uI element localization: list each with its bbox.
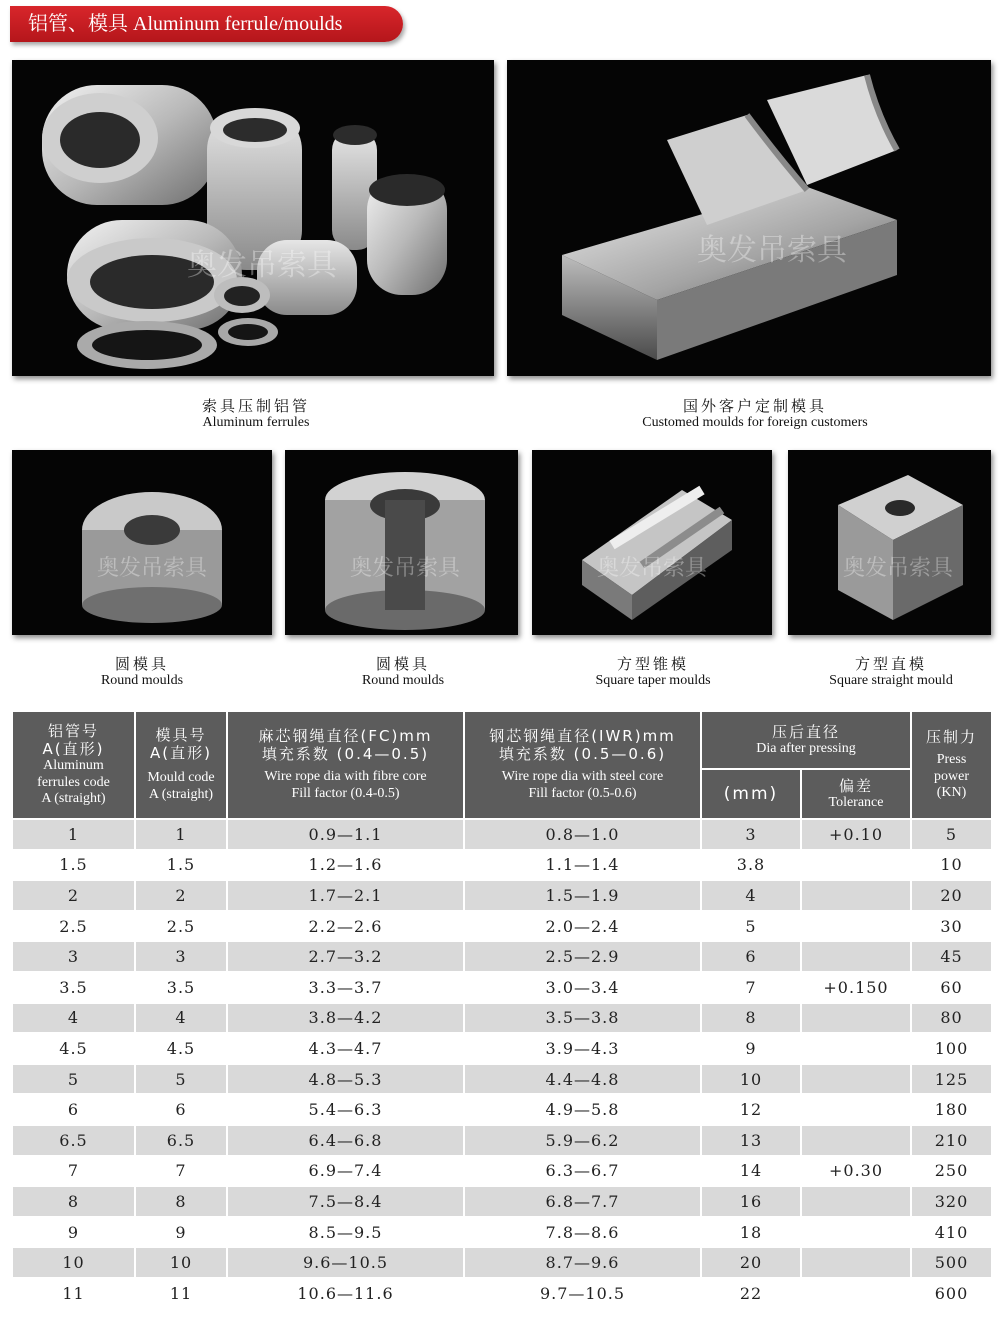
cell-iwr: 3.5—3.8 [465, 1004, 700, 1033]
cell-iwr: 0.8—1.0 [465, 820, 700, 849]
header-steel-core [465, 712, 700, 818]
caption-customed-moulds [600, 398, 910, 431]
cell-ferrule: 11 [13, 1279, 134, 1308]
cell-fc: 2.2—2.6 [228, 912, 463, 941]
cell-dia: 10 [702, 1065, 800, 1094]
header-tolerance [802, 770, 910, 818]
cell-dia: 22 [702, 1279, 800, 1308]
header-cn: 铝管号 [47, 721, 99, 740]
cell-iwr: 5.9—6.2 [465, 1126, 700, 1155]
table-row [13, 973, 991, 1002]
table-row [13, 912, 991, 941]
cell-fc: 1.7—2.1 [228, 881, 463, 910]
cell-dia: 7 [702, 973, 800, 1002]
cell-dia: 14 [702, 1157, 800, 1186]
header-cn: A(直形) [150, 744, 212, 763]
cell-iwr: 1.1—1.4 [465, 851, 700, 880]
cell-press: 320 [912, 1187, 991, 1216]
caption-cn: 索具压制铝管 [201, 397, 310, 415]
cell-press: 80 [912, 1004, 991, 1033]
caption-cn: 圆模具 [114, 655, 169, 673]
header-cn: 模具号 [155, 726, 207, 745]
customed-moulds-image [507, 60, 991, 376]
cell-press: 210 [912, 1126, 991, 1155]
caption-cn: 方型锥模 [616, 655, 689, 673]
cell-dia: 12 [702, 1095, 800, 1124]
caption-round-moulds-2 [303, 656, 503, 689]
caption-en: Aluminum ferrules [202, 415, 310, 431]
table-row [13, 942, 991, 971]
cell-tolerance [802, 881, 910, 910]
cell-press: 20 [912, 881, 991, 910]
cell-dia: 16 [702, 1187, 800, 1216]
header-cn: A(直形) [42, 739, 105, 758]
cell-mould: 3 [136, 942, 226, 971]
page-title: 铝管、模具 Aluminum ferrule/moulds [10, 6, 403, 42]
cell-press: 500 [912, 1248, 991, 1277]
header-mm [702, 770, 800, 818]
cell-ferrule: 9 [13, 1218, 134, 1247]
cell-press: 250 [912, 1157, 991, 1186]
header-cn: (mm) [723, 783, 779, 804]
header-en: Press [936, 751, 967, 767]
header-fibre-core [228, 712, 463, 818]
cell-dia: 20 [702, 1248, 800, 1277]
cell-press: 600 [912, 1279, 991, 1308]
cell-ferrule: 7 [13, 1157, 134, 1186]
header-cn: 麻芯钢绳直径(FC)mm [258, 727, 433, 746]
cell-tolerance: +0.30 [802, 1157, 910, 1186]
watermark: 奥发吊索具 [842, 556, 954, 581]
caption-cn: 圆模具 [375, 655, 430, 673]
cell-dia: 9 [702, 1034, 800, 1063]
cell-tolerance [802, 1095, 910, 1124]
cell-press: 10 [912, 851, 991, 880]
cell-tolerance: +0.150 [802, 973, 910, 1002]
watermark: 奥发吊索具 [96, 556, 208, 581]
cell-ferrule: 10 [13, 1248, 134, 1277]
cell-mould: 6.5 [136, 1126, 226, 1155]
cell-iwr: 9.7—10.5 [465, 1279, 700, 1308]
caption-cn: 方型直模 [854, 655, 927, 673]
caption-en: Square straight mould [829, 673, 953, 689]
header-cn: 填充系数 (0.5—0.6) [498, 745, 667, 764]
cell-mould: 10 [136, 1248, 226, 1277]
header-mould-code [136, 712, 226, 818]
caption-en: Round moulds [361, 673, 445, 689]
cell-fc: 8.5—9.5 [228, 1218, 463, 1247]
cell-press: 125 [912, 1065, 991, 1094]
cell-iwr: 3.0—3.4 [465, 973, 700, 1002]
cell-tolerance [802, 1218, 910, 1247]
ferrules-image [12, 60, 494, 376]
caption-en: Square taper moulds [595, 673, 711, 689]
cell-fc: 2.7—3.2 [228, 942, 463, 971]
watermark: 奥发吊索具 [187, 248, 337, 283]
photo-round-mould-1 [12, 450, 272, 635]
cell-mould: 4 [136, 1004, 226, 1033]
cell-press: 180 [912, 1095, 991, 1124]
cell-ferrule: 4.5 [13, 1034, 134, 1063]
cell-ferrule: 2 [13, 881, 134, 910]
header-en: A (straight) [41, 791, 106, 807]
photo-customed-moulds [507, 60, 991, 376]
cell-tolerance: +0.10 [802, 820, 910, 849]
square-straight-image [788, 450, 991, 635]
cell-iwr: 2.0—2.4 [465, 912, 700, 941]
cell-ferrule: 5 [13, 1065, 134, 1094]
header-cn: 偏差 [838, 776, 873, 795]
cell-ferrule: 8 [13, 1187, 134, 1216]
spec-table [11, 710, 993, 1310]
cell-fc: 6.4—6.8 [228, 1126, 463, 1155]
cell-fc: 3.3—3.7 [228, 973, 463, 1002]
header-en: Mould code [147, 770, 215, 786]
cell-mould: 4.5 [136, 1034, 226, 1063]
cell-iwr: 2.5—2.9 [465, 942, 700, 971]
photo-aluminum-ferrules [12, 60, 494, 376]
header-en: (KN) [936, 785, 967, 801]
cell-iwr: 6.8—7.7 [465, 1187, 700, 1216]
cell-mould: 8 [136, 1187, 226, 1216]
table-row [13, 1248, 991, 1277]
table-row [13, 820, 991, 849]
cell-dia: 13 [702, 1126, 800, 1155]
cell-tolerance [802, 1065, 910, 1094]
cell-dia: 4 [702, 881, 800, 910]
caption-en: Customed moulds for foreign customers [642, 415, 868, 431]
table-row [13, 1187, 991, 1216]
caption-en: Round moulds [100, 673, 184, 689]
cell-mould: 2.5 [136, 912, 226, 941]
cell-ferrule: 4 [13, 1004, 134, 1033]
cell-fc: 3.8—4.2 [228, 1004, 463, 1033]
cell-mould: 6 [136, 1095, 226, 1124]
caption-cn: 国外客户定制模具 [682, 397, 827, 415]
cell-ferrule: 3.5 [13, 973, 134, 1002]
cell-fc: 10.6—11.6 [228, 1279, 463, 1308]
header-cn: 压后直径 [771, 722, 840, 741]
cell-iwr: 8.7—9.6 [465, 1248, 700, 1277]
header-en: Tolerance [828, 794, 884, 810]
cell-tolerance [802, 1279, 910, 1308]
cell-press: 100 [912, 1034, 991, 1063]
cell-fc: 0.9—1.1 [228, 820, 463, 849]
header-en: Fill factor (0.5-0.6) [528, 786, 637, 801]
cell-tolerance [802, 912, 910, 941]
cell-press: 410 [912, 1218, 991, 1247]
cell-iwr: 4.4—4.8 [465, 1065, 700, 1094]
header-cn: 钢芯钢绳直径(IWR)mm [489, 727, 676, 746]
cell-ferrule: 6 [13, 1095, 134, 1124]
cell-dia: 6 [702, 942, 800, 971]
table-row [13, 851, 991, 880]
photo-round-mould-2 [285, 450, 518, 635]
photo-square-straight-mould [788, 450, 991, 635]
header-press-power [912, 712, 991, 818]
cell-fc: 6.9—7.4 [228, 1157, 463, 1186]
cell-fc: 9.6—10.5 [228, 1248, 463, 1277]
cell-dia: 3.8 [702, 851, 800, 880]
header-en: ferrules code [37, 774, 110, 790]
cell-iwr: 6.3—6.7 [465, 1157, 700, 1186]
cell-tolerance [802, 1187, 910, 1216]
table-row [13, 1126, 991, 1155]
cell-mould: 11 [136, 1279, 226, 1308]
caption-square-straight [791, 656, 991, 689]
table-row [13, 1218, 991, 1247]
cell-tolerance [802, 1248, 910, 1277]
square-taper-image [532, 450, 772, 635]
cell-mould: 2 [136, 881, 226, 910]
table-row [13, 1065, 991, 1094]
cell-dia: 8 [702, 1004, 800, 1033]
header-en: Fill factor (0.4-0.5) [291, 786, 400, 801]
cell-dia: 5 [702, 912, 800, 941]
cell-dia: 18 [702, 1218, 800, 1247]
cell-iwr: 3.9—4.3 [465, 1034, 700, 1063]
cell-ferrule: 1.5 [13, 851, 134, 880]
table-row [13, 1095, 991, 1124]
cell-mould: 7 [136, 1157, 226, 1186]
cell-dia: 3 [702, 820, 800, 849]
cell-fc: 5.4—6.3 [228, 1095, 463, 1124]
cell-iwr: 4.9—5.8 [465, 1095, 700, 1124]
header-en: Wire rope dia with steel core [501, 769, 664, 785]
cell-press: 30 [912, 912, 991, 941]
table-row [13, 1004, 991, 1033]
cell-mould: 5 [136, 1065, 226, 1094]
caption-square-taper [553, 656, 753, 689]
cell-press: 5 [912, 820, 991, 849]
cell-press: 60 [912, 973, 991, 1002]
cell-ferrule: 1 [13, 820, 134, 849]
header-ferrule-code [13, 712, 134, 818]
header-cn: 填充系数 (0.4—0.5) [261, 745, 430, 764]
cell-fc: 4.8—5.3 [228, 1065, 463, 1094]
cell-mould: 1 [136, 820, 226, 849]
header-en: Wire rope dia with fibre core [264, 769, 427, 785]
table-row [13, 1034, 991, 1063]
cell-tolerance [802, 942, 910, 971]
round-mould-image [12, 450, 272, 635]
watermark: 奥发吊索具 [349, 556, 461, 581]
watermark: 奥发吊索具 [596, 556, 708, 581]
header-dia-after-pressing [702, 712, 910, 768]
cell-tolerance [802, 851, 910, 880]
header-en: A (straight) [148, 787, 214, 802]
caption-aluminum-ferrules [140, 398, 372, 431]
caption-round-moulds-1 [42, 656, 242, 689]
header-en: power [934, 768, 969, 784]
photo-square-taper-mould [532, 450, 772, 635]
table-row [13, 1279, 991, 1308]
table-row [13, 1157, 991, 1186]
cell-iwr: 1.5—1.9 [465, 881, 700, 910]
cell-mould: 3.5 [136, 973, 226, 1002]
cell-ferrule: 6.5 [13, 1126, 134, 1155]
cell-fc: 7.5—8.4 [228, 1187, 463, 1216]
cell-fc: 4.3—4.7 [228, 1034, 463, 1063]
cell-iwr: 7.8—8.6 [465, 1218, 700, 1247]
table-row [13, 881, 991, 910]
header-en: Dia after pressing [756, 740, 856, 756]
cell-fc: 1.2—1.6 [228, 851, 463, 880]
round-mould-image [285, 450, 518, 635]
cell-mould: 9 [136, 1218, 226, 1247]
cell-press: 45 [912, 942, 991, 971]
header-en: Aluminum [43, 757, 104, 773]
cell-tolerance [802, 1034, 910, 1063]
watermark: 奥发吊索具 [697, 233, 847, 268]
header-cn: 压制力 [925, 727, 977, 746]
cell-ferrule: 2.5 [13, 912, 134, 941]
cell-ferrule: 3 [13, 942, 134, 971]
cell-mould: 1.5 [136, 851, 226, 880]
cell-tolerance [802, 1004, 910, 1033]
cell-tolerance [802, 1126, 910, 1155]
